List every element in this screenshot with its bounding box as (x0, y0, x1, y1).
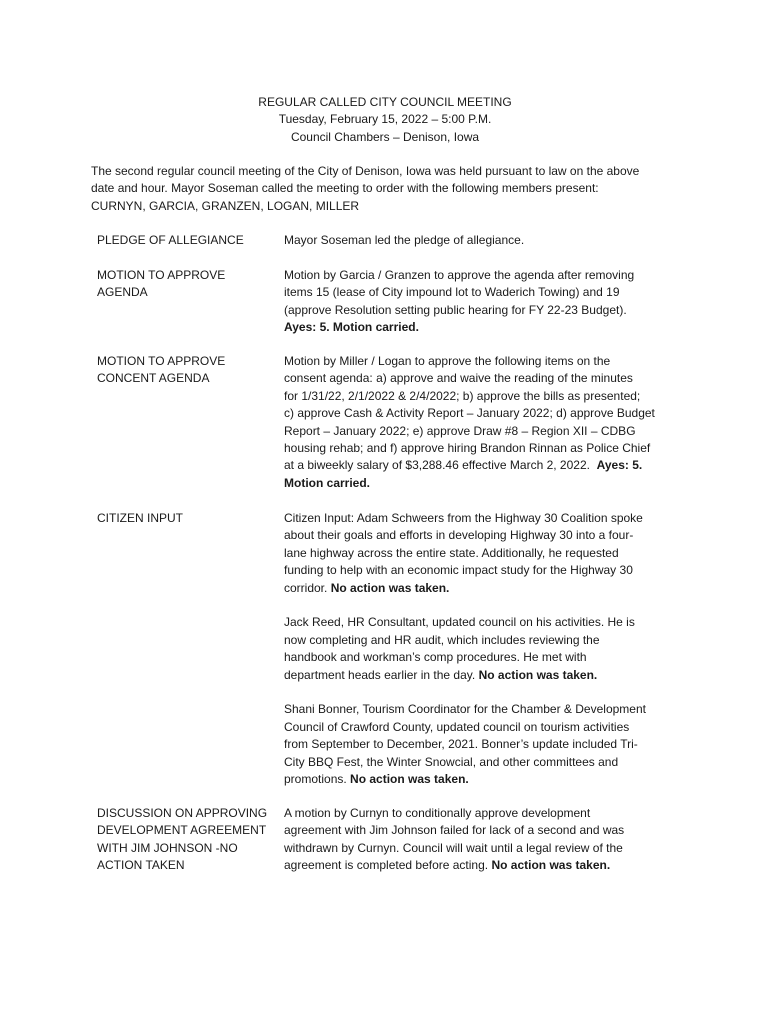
action-result: No action was taken. (478, 667, 598, 682)
document-header (0, 94, 770, 146)
item-body (284, 510, 684, 788)
item-label-line: MOTION TO APPROVE (97, 268, 226, 282)
action-result: No action was taken. (330, 580, 450, 595)
vote-result: Ayes: 5. (596, 458, 643, 473)
item-text-line: funding to help with an economic impact study for the Highway 30 (284, 563, 633, 578)
item-label-line: DEVELOPMENT AGREEMENT (97, 823, 267, 838)
vote-result: Ayes: 5. Motion carried. (284, 320, 419, 335)
members-present: CURNYN, GARCIA, GRANZEN, LOGAN, MILLER (91, 198, 360, 213)
item-label-line: CITIZEN INPUT (97, 511, 183, 525)
item-label (97, 510, 277, 527)
item-text-line: Report – January 2022; e) approve Draw #8 – Region XII – CDBG (284, 423, 636, 438)
item-text: promotions. (284, 772, 351, 787)
item-text: department heads earlier in the day. (284, 667, 479, 682)
action-result: No action was taken. (491, 858, 611, 873)
item-text-line: now completing and HR audit, which includes reviewing the (284, 632, 600, 647)
item-text-line: agreement with Jim Johnson failed for lack of a second and was (284, 823, 625, 838)
item-label-line: ACTION TAKEN (97, 858, 185, 873)
item-text-line: (approve Resolution setting public hearing for FY 22-23 Budget). (284, 302, 627, 317)
citizen-input-paragraph (284, 510, 684, 597)
item-text-line: City BBQ Fest, the Winter Snowcial, and other committees and (284, 754, 619, 769)
item-body (284, 267, 684, 337)
item-text-line: housing rehab; and f) approve hiring Brandon Rinnan as Police Chief (284, 441, 651, 456)
item-text-line: Mayor Soseman led the pledge of allegiance. (284, 233, 525, 247)
meeting-title: REGULAR CALLED CITY COUNCIL MEETING (258, 95, 512, 109)
item-text-line: about their goals and efforts in developing Highway 30 into a four- (284, 528, 634, 543)
item-label-line: MOTION TO APPROVE (97, 354, 226, 368)
item-text-line: items 15 (lease of City impound lot to Waderich Towing) and 19 (284, 285, 620, 300)
item-text-line: Motion by Garcia / Granzen to approve the agenda after removing (284, 268, 635, 282)
item-text-line: Citizen Input: Adam Schweers from the Highway 30 Coalition spoke (284, 511, 643, 525)
item-label (97, 267, 277, 302)
item-text: agreement is completed before acting. (284, 858, 492, 873)
item-body (284, 353, 684, 492)
item-text-line: Council of Crawford County, updated council on tourism activities (284, 719, 630, 734)
item-text: at a biweekly salary of $3,288.46 effective March 2, 2022. (284, 458, 597, 473)
item-text: corridor. (284, 580, 331, 595)
item-text-line: handbook and workman’s comp procedures. He met with (284, 650, 587, 665)
item-body (284, 232, 684, 249)
meeting-date: Tuesday, February 15, 2022 – 5:00 P.M. (278, 112, 492, 127)
item-label-line: PLEDGE OF ALLEGIANCE (97, 233, 244, 247)
item-text-line: Motion by Miller / Logan to approve the following items on the (284, 354, 611, 368)
item-text-line: withdrawn by Curnyn. Council will wait until a legal review of the (284, 840, 623, 855)
item-text-line: from September to December, 2021. Bonner’s update included Tri- (284, 737, 638, 752)
vote-result: Motion carried. (284, 475, 371, 490)
item-text-line: for 1/31/22, 2/1/2022 & 2/4/2022; b) approve the bills as presented; (284, 388, 641, 403)
citizen-input-paragraph (284, 614, 684, 684)
meeting-location: Council Chambers – Denison, Iowa (290, 129, 480, 144)
item-text-line: A motion by Curnyn to conditionally approve development (284, 806, 591, 820)
item-text-line: c) approve Cash & Activity Report – January 2022; d) approve Budget (284, 406, 655, 421)
intro-line: The second regular council meeting of the City of Denison, Iowa was held pursuant to law on the above (91, 164, 640, 178)
item-label (97, 805, 277, 875)
item-label-line: CONCENT AGENDA (97, 371, 210, 386)
item-text-line: Shani Bonner, Tourism Coordinator for the Chamber & Development (284, 702, 646, 717)
item-text-line: consent agenda: a) approve and waive the reading of the minutes (284, 371, 633, 386)
item-label-line: WITH JIM JOHNSON -NO (97, 840, 238, 855)
item-label (97, 353, 277, 388)
item-text-line: Jack Reed, HR Consultant, updated council on his activities. He is (284, 615, 635, 630)
item-label-line: AGENDA (97, 285, 148, 300)
item-label (97, 232, 277, 249)
intro-line: date and hour. Mayor Soseman called the meeting to order with the following members present: (91, 181, 599, 196)
item-label-line: DISCUSSION ON APPROVING (97, 806, 268, 820)
citizen-input-paragraph (284, 701, 684, 788)
action-result: No action was taken. (350, 772, 469, 787)
item-text-line: lane highway across the entire state. Additionally, he requested (284, 545, 619, 560)
intro-paragraph (91, 163, 691, 215)
item-body (284, 805, 684, 875)
